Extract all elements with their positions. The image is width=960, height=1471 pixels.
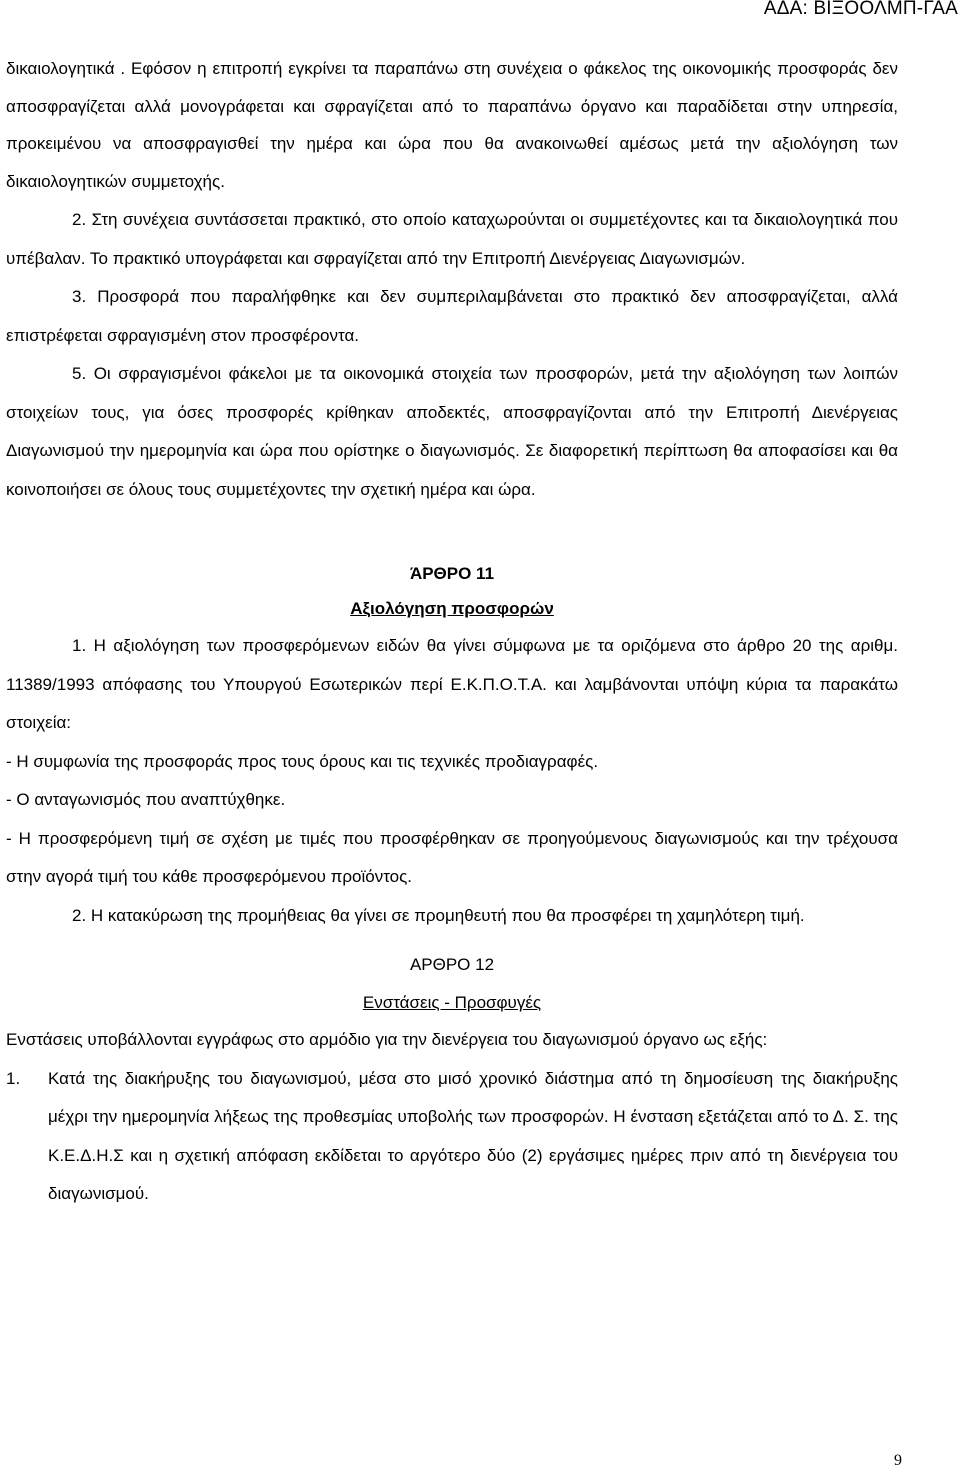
paragraph-2: 2. Στη συνέχεια συντάσσεται πρακτικό, στο οποίο καταχωρούνται οι συμμετέχοντες και τα δικαιολογητικά που υπέβαλαν. Το πρακτικό υπογράφεται και σφραγίζεται από την Επιτροπή Διενέργειας Διαγωνισμών. — [6, 210, 898, 268]
paragraph-3: 3. Προσφορά που παραλήφθηκε και δεν συμπεριλαμβάνεται στο πρακτικό δεν αποσφραγίζεται, αλλά επιστρέφεται σφραγισμένη στον προσφέροντα. — [6, 287, 898, 345]
list-text: Κατά της διακήρυξης του διαγωνισμού, μέσα στο μισό χρονικό διάστημα από τη δημοσίευση της διακήρυξης μέχρι την ημερομηνία λήξεως της προθεσμίας υποβολής των προσφορών. Η ένσταση εξετάζεται από το Δ. Σ. της Κ.Ε.Δ.Η.Σ και η σχετική απόφαση εκδίδεται το αργότερο δύο (2) εργάσιμες ημέρες πριν από τη διενέργεια του διαγωνισμού. — [48, 1068, 898, 1203]
article-12-heading: ΑΡΘΡΟ 12 — [409, 955, 495, 974]
article-12-item-1 — [6, 1060, 898, 1214]
document-body — [6, 50, 898, 1214]
article-11-bullet-1: - Η συμφωνία της προσφοράς προς τους όρους και τις τεχνικές προδιαγραφές. — [6, 751, 599, 771]
page-number: 9 — [894, 1452, 902, 1469]
paragraph-5: 5. Οι σφραγισμένοι φάκελοι με τα οικονομικά στοιχεία των προσφορών, μετά την αξιολόγηση των λοιπών στοιχείων τους, για όσες προσφορές κρίθηκαν αποδεκτές, αποσφραγίζονται από την Επιτροπή Διενέργειας Διαγωνισμού την ημερομηνία και ώρα που ορίστηκε ο διαγωνισμός. Σε διαφορετική περίπτωση θα αποφασίσει και θα κοινοποιήσει σε όλους τους συμμετέχοντες την σχετική ημέρα και ώρα. — [6, 364, 898, 499]
ada-code: ΑΔΑ: ΒΙΞΟΟΛΜΠ-ΓΑΑ — [763, 0, 958, 19]
article-11-bullet-3: - Η προσφερόμενη τιμή σε σχέση με τιμές που προσφέρθηκαν σε προηγούμενους διαγωνισμούς και την τρέχουσα στην αγορά τιμή του κάθε προσφερόμενου προϊόντος. — [6, 828, 898, 886]
article-11-bullet-2: - Ο ανταγωνισμός που αναπτύχθηκε. — [6, 790, 286, 809]
article-11-item-2: 2. Η κατακύρωση της προμήθειας θα γίνει σε προμηθευτή που θα προσφέρει τη χαμηλότερη τιμή. — [72, 905, 805, 925]
paragraph-continuation: δικαιολογητικά . Εφόσον η επιτροπή εγκρίνει τα παραπάνω στη συνέχεια ο φάκελος της οικονομικής προσφοράς δεν αποσφραγίζεται αλλά μονογράφεται και σφραγίζεται από το παραπάνω όργανο και παραδίδεται στην υπηρεσία, προκειμένου να αποσφραγισθεί την ημέρα και ώρα που θα ανακοινωθεί αμέσως μετά την αξιολόγηση των δικαιολογητικών συμμετοχής. — [6, 59, 898, 191]
article-12-intro: Ενστάσεις υποβάλλονται εγγράφως στο αρμόδιο για την διενέργεια του διαγωνισμού όργανο ως εξής: — [6, 1030, 768, 1049]
article-11-item-1: 1. Η αξιολόγηση των προσφερόμενων ειδών θα γίνει σύμφωνα με τα οριζόμενα στο άρθρο 20 της αριθμ. 11389/1993 απόφασης του Υπουργού Εσωτερικών περί Ε.Κ.Π.Ο.Τ.Α. και λαμβάνονται υπόψη κύρια τα παρακάτω στοιχεία: — [6, 636, 898, 732]
article-12-subheading: Ενστάσεις - Προσφυγές — [362, 993, 542, 1012]
article-11-subheading: Αξιολόγηση προσφορών — [350, 599, 554, 618]
article-11-heading: ΆΡΘΡΟ 11 — [409, 564, 495, 583]
list-number: 1. — [6, 1068, 21, 1088]
